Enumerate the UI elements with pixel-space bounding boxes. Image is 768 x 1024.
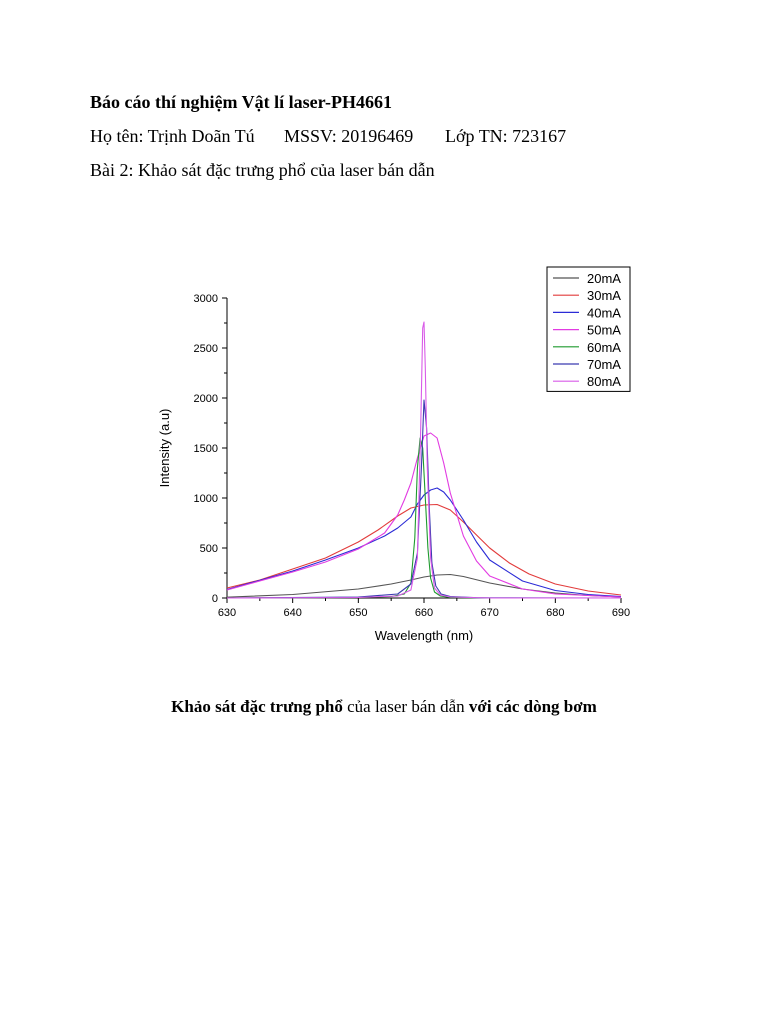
y-axis-label: Intensity (a.u) xyxy=(157,408,172,488)
x-tick-label: 660 xyxy=(414,607,434,619)
y-tick-label: 500 xyxy=(199,543,218,555)
x-tick-label: 690 xyxy=(611,607,631,619)
spectrum-chart xyxy=(150,262,640,652)
caption-regular-part: của laser bán dẫn xyxy=(342,697,469,716)
spectrum-chart-svg xyxy=(150,262,640,652)
y-tick-label: 1500 xyxy=(193,443,218,455)
series-line-40mA xyxy=(227,488,621,597)
legend-label-60mA: 60mA xyxy=(587,339,621,355)
x-tick-label: 630 xyxy=(217,607,237,619)
legend-label-40mA: 40mA xyxy=(587,305,621,321)
figure-caption xyxy=(0,697,768,717)
x-tick-label: 650 xyxy=(349,607,368,619)
legend xyxy=(547,267,630,391)
caption-bold-end: với các dòng bơm xyxy=(468,697,597,716)
legend-label-30mA: 30mA xyxy=(587,288,621,304)
legend-label-80mA: 80mA xyxy=(587,374,621,390)
y-tick-label: 2500 xyxy=(193,343,218,355)
report-title: Báo cáo thí nghiệm Vật lí laser-PH4661 xyxy=(90,92,392,112)
y-tick-label: 2000 xyxy=(193,393,218,405)
lesson-heading: Bài 2: Khảo sát đặc trưng phổ của laser bán dẫn xyxy=(90,160,435,180)
x-tick-label: 670 xyxy=(480,607,499,619)
x-tick-label: 680 xyxy=(546,607,565,619)
legend-label-50mA: 50mA xyxy=(587,322,621,338)
student-id: MSSV: 20196469 xyxy=(284,126,414,146)
y-tick-label: 3000 xyxy=(193,293,218,305)
caption-bold-part: Khảo sát đặc trưng phổ xyxy=(171,697,343,716)
series-line-70mA xyxy=(227,400,621,598)
legend-label-70mA: 70mA xyxy=(587,357,621,372)
y-tick-label: 1000 xyxy=(193,493,218,505)
student-name: Họ tên: Trịnh Doãn Tú xyxy=(90,126,255,146)
series-line-30mA xyxy=(227,505,621,596)
x-tick-label: 640 xyxy=(283,607,302,619)
legend-label-20mA: 20mA xyxy=(587,271,621,286)
y-tick-label: 0 xyxy=(211,593,218,605)
x-axis-label: Wavelength (nm) xyxy=(374,628,474,643)
class-id: Lớp TN: 723167 xyxy=(445,126,567,146)
